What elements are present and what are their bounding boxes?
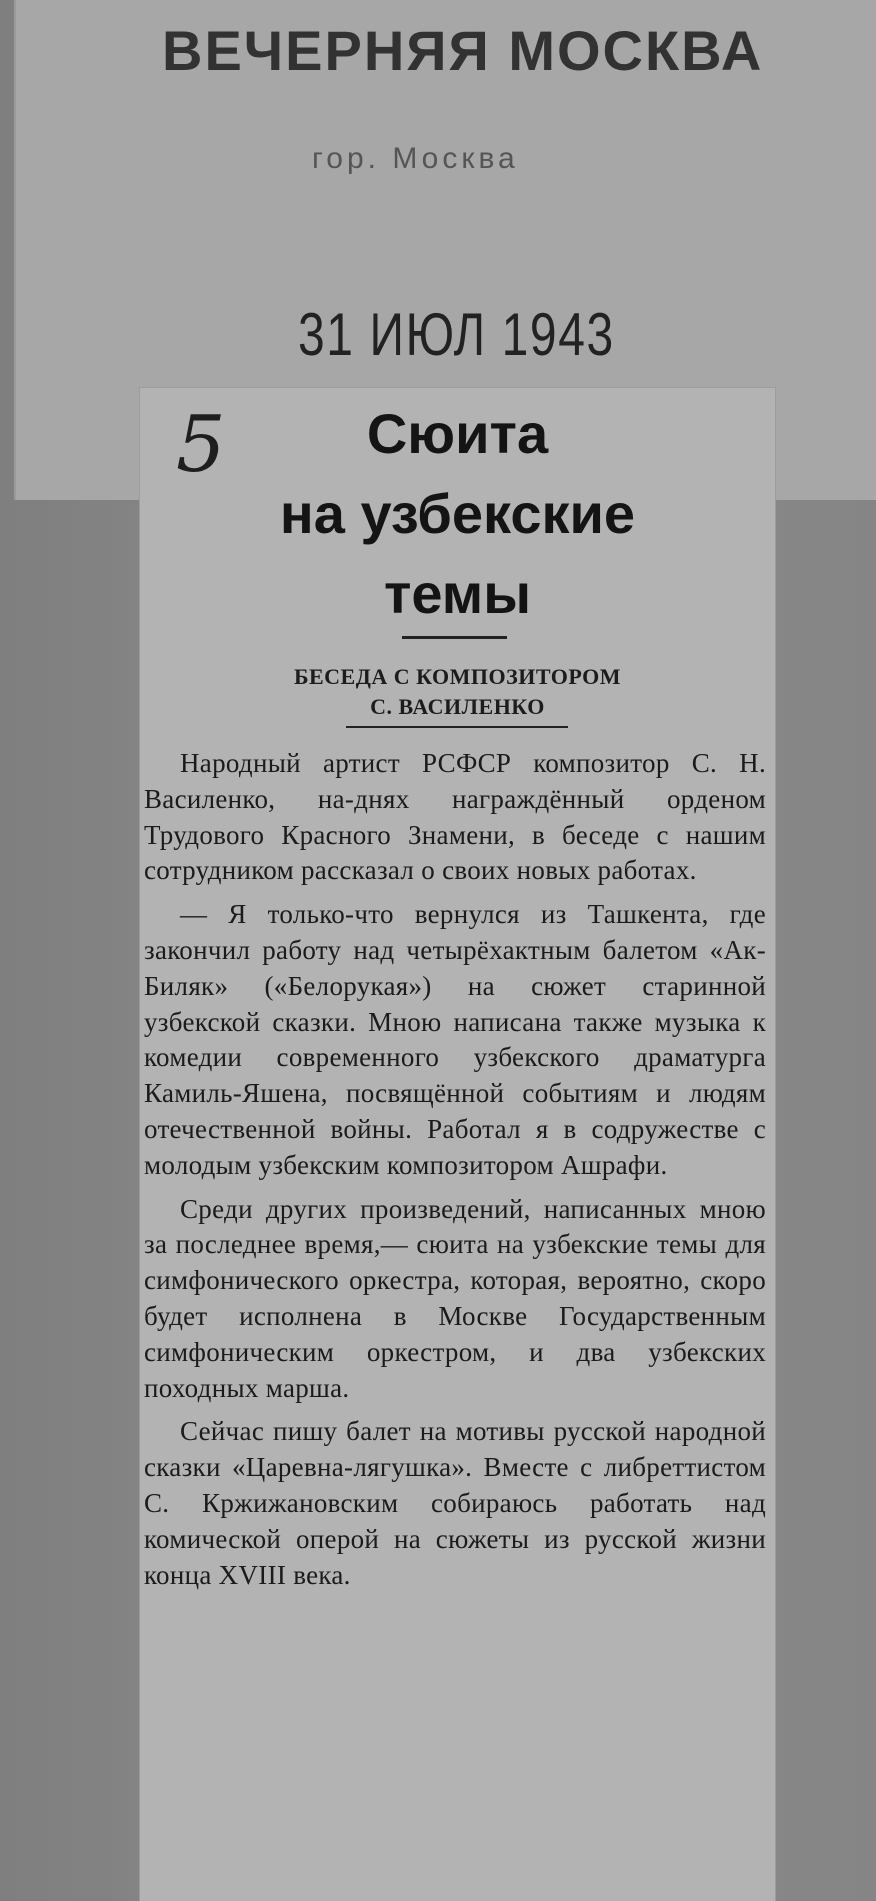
handwritten-number: 5 [176,400,226,490]
article-headline [140,394,775,634]
headline-line-1: Сюита [366,402,549,465]
article-paragraph-2: — Я только-что вернулся из Ташкента, где закончил работу над четырёхактным балетом «Ак-Биляк» («Белорукая») на сюжет старинной узбекской сказки. Мною написана также музыка к комедии современного узбекского драматурга Камиль-Яшена, посвящённой событиям и людям отечественной войны. Работал я в содружестве с молодым узбекским композитором Ашрафи. [144,899,766,1180]
article-subhead [140,662,775,722]
article-paragraph-3: Среди других произведений, написанных мною за последнее время,— сюита на узбекские темы для симфонического оркестра, которая, вероятно, скоро будет исполнена в Москве Государственным симфоническим оркестром, и два узбекских походных марша. [144,1193,766,1403]
article-paragraph-4: Сейчас пишу балет на мотивы русской народной сказки «Царевна-лягушка». Вместе с либреттистом С. Кржижановским собираюсь работать над комической оперой на сюжеты из русской жизни конца XVIII века. [144,1416,766,1590]
subhead-line-1: БЕСЕДА С КОМПОЗИТОРОМ [293,664,622,689]
subhead-line-2: С. ВАСИЛЕНКО [370,694,545,719]
city-stamp: гор. Москва [312,142,519,175]
subhead-divider [346,726,568,728]
newspaper-name-stamp: ВЕЧЕРНЯЯ МОСКВА [162,19,764,82]
headline-line-2: на узбекские [279,482,636,545]
headline-line-3: темы [383,562,532,625]
newspaper-clipping [140,388,775,1901]
headline-divider [402,636,507,639]
article-body [144,746,766,1601]
date-stamp: 31 ИЮЛ 1943 [298,301,615,368]
article-paragraph-1: Народный артист РСФСР композитор С. Н. Василенко, на-днях награждённый орденом Трудового Красного Знамени, в беседе с нашим сотрудником рассказал о своих новых работах. [144,748,766,886]
